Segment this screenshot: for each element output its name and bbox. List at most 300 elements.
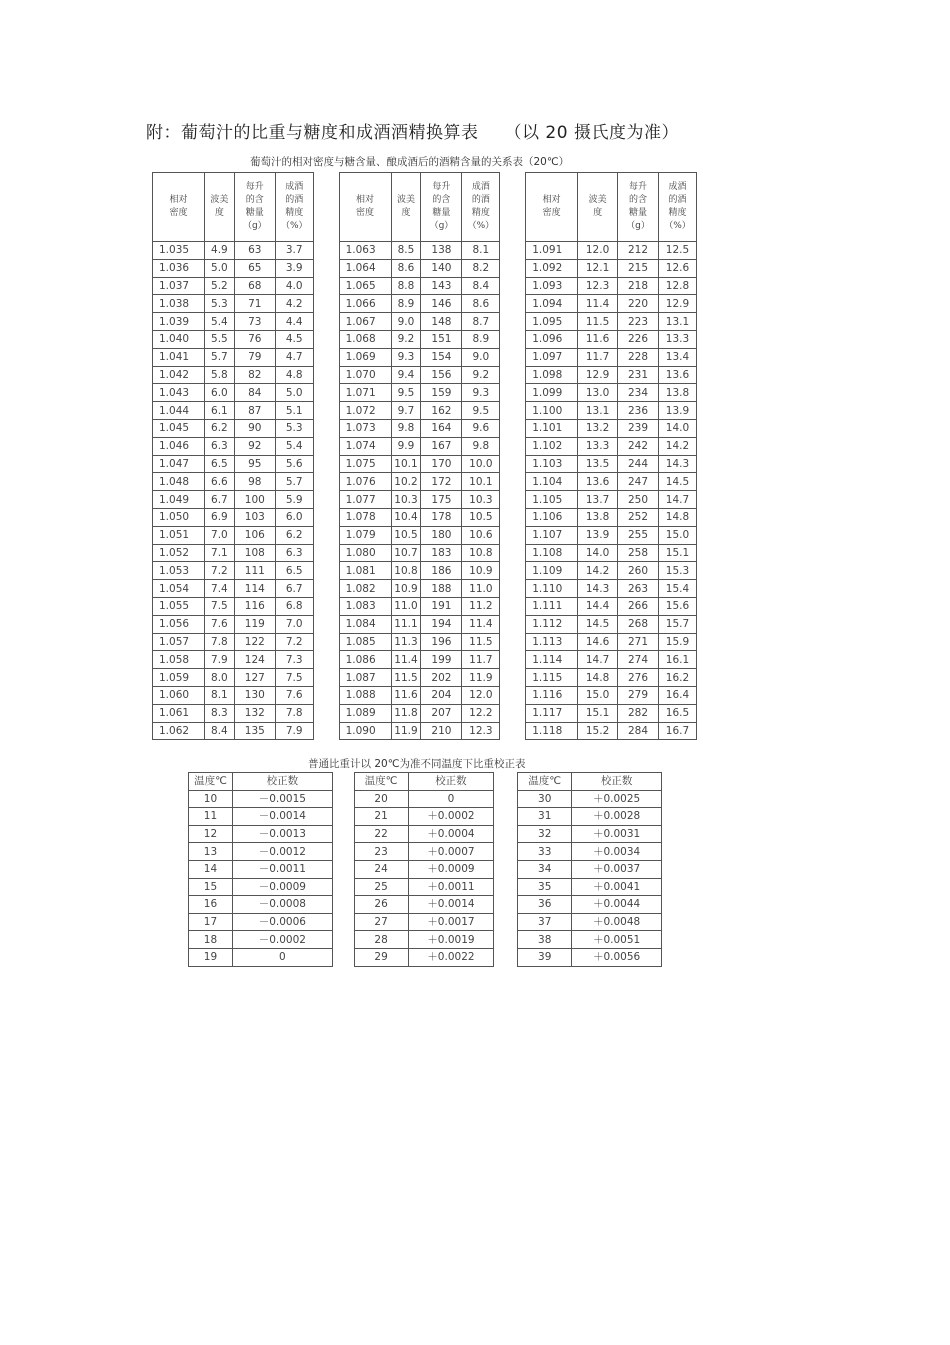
- table1-cell: 1.112: [526, 615, 578, 633]
- table1-gap: [313, 455, 339, 473]
- table1-cell: 8.9: [391, 295, 421, 313]
- table2-temp-cell: 16: [189, 896, 233, 914]
- table1-cell: 1.052: [153, 544, 205, 562]
- page-heading: [146, 118, 679, 143]
- table1-cell: 13.3: [658, 330, 696, 348]
- table1-cell: 13.6: [658, 366, 696, 384]
- table2-temp-cell: 28: [354, 931, 408, 949]
- table1-cell: 9.2: [391, 330, 421, 348]
- table1-cell: 11.5: [391, 669, 421, 687]
- table1-cell: 5.6: [275, 455, 313, 473]
- table1-cell: 7.0: [275, 615, 313, 633]
- table2-gap: [332, 860, 354, 878]
- table1-gap: [500, 615, 526, 633]
- table1-cell: 14.7: [578, 651, 618, 669]
- table2-gap: [332, 808, 354, 826]
- table1-cell: 1.041: [153, 348, 205, 366]
- table1-cell: 1.083: [339, 597, 391, 615]
- table2-header-temp: 温度℃: [354, 773, 408, 791]
- table1-cell: 8.8: [391, 277, 421, 295]
- table1-cell: 1.102: [526, 437, 578, 455]
- table1-header-cell: 每升 的含 糖量 （g）: [421, 173, 462, 242]
- table1-cell: 1.054: [153, 580, 205, 598]
- table1-cell: 1.077: [339, 491, 391, 509]
- table1-cell: 188: [421, 580, 462, 598]
- table1-cell: 7.5: [275, 669, 313, 687]
- table1-cell: 1.082: [339, 580, 391, 598]
- table1-cell: 8.3: [204, 704, 234, 722]
- table1-cell: 11.7: [578, 348, 618, 366]
- table1-gap: [500, 597, 526, 615]
- table1-gap: [500, 242, 526, 260]
- table1-cell: 1.088: [339, 686, 391, 704]
- table1-cell: 100: [234, 491, 275, 509]
- table1-cell: 76: [234, 330, 275, 348]
- table2-temp-cell: 24: [354, 860, 408, 878]
- table1-cell: 1.085: [339, 633, 391, 651]
- table1-cell: 13.3: [578, 437, 618, 455]
- table1-cell: 8.0: [204, 669, 234, 687]
- table1-cell: 15.2: [578, 722, 618, 740]
- sugar-alcohol-table: [152, 172, 697, 740]
- table1-cell: 11.5: [462, 633, 500, 651]
- table1-cell: 13.1: [578, 402, 618, 420]
- table1-gap: [313, 651, 339, 669]
- table1-gap: [500, 651, 526, 669]
- table1-gap: [313, 597, 339, 615]
- table1-gap: [313, 313, 339, 331]
- table1-cell: 73: [234, 313, 275, 331]
- table1-gap: [313, 526, 339, 544]
- table1-gap: [313, 491, 339, 509]
- table1-row: [153, 295, 697, 313]
- table2-temp-cell: 25: [354, 878, 408, 896]
- table1-cell: 1.109: [526, 562, 578, 580]
- table1-cell: 12.0: [578, 242, 618, 260]
- table1-cell: 1.072: [339, 402, 391, 420]
- table1-cell: 202: [421, 669, 462, 687]
- table1-cell: 12.3: [462, 722, 500, 740]
- table1-gap: [313, 669, 339, 687]
- table1-cell: 1.078: [339, 508, 391, 526]
- table2-gap: [494, 843, 518, 861]
- table1-gap: [500, 330, 526, 348]
- table1-gap: [500, 437, 526, 455]
- table2-correction-cell: ＋0.0014: [408, 896, 494, 914]
- table1-cell: 8.6: [391, 259, 421, 277]
- table1-cell: 1.061: [153, 704, 205, 722]
- table1-cell: 1.111: [526, 597, 578, 615]
- table1-cell: 210: [421, 722, 462, 740]
- table2-header-temp: 温度℃: [189, 773, 233, 791]
- table1-cell: 5.4: [275, 437, 313, 455]
- temperature-correction-table: [188, 772, 662, 967]
- table2-correction-cell: ＋0.0041: [572, 878, 662, 896]
- table1-cell: 1.067: [339, 313, 391, 331]
- table2-temp-cell: 29: [354, 948, 408, 966]
- table1-cell: 1.046: [153, 437, 205, 455]
- table1-cell: 13.0: [578, 384, 618, 402]
- table1-cell: 252: [618, 508, 659, 526]
- table1-cell: 1.117: [526, 704, 578, 722]
- table1-cell: 12.3: [578, 277, 618, 295]
- table2-correction-cell: －0.0012: [232, 843, 332, 861]
- table1-cell: 1.075: [339, 455, 391, 473]
- table1-cell: 10.2: [391, 473, 421, 491]
- table1-cell: 4.4: [275, 313, 313, 331]
- table1-cell: 1.038: [153, 295, 205, 313]
- table1-cell: 8.9: [462, 330, 500, 348]
- table1-cell: 15.0: [578, 686, 618, 704]
- table1-cell: 178: [421, 508, 462, 526]
- table1-gap: [313, 242, 339, 260]
- table2-gap: [494, 931, 518, 949]
- table1-cell: 11.9: [391, 722, 421, 740]
- table1-cell: 10.3: [391, 491, 421, 509]
- table1-cell: 127: [234, 669, 275, 687]
- table2-temp-cell: 20: [354, 790, 408, 808]
- table1-cell: 279: [618, 686, 659, 704]
- table1-gap: [500, 259, 526, 277]
- table1-cell: 1.051: [153, 526, 205, 544]
- heading-title: 附：葡萄汁的比重与糖度和成酒酒精换算表: [146, 123, 479, 143]
- table2-correction-cell: ＋0.0022: [408, 948, 494, 966]
- table1-cell: 10.7: [391, 544, 421, 562]
- table2-gap: [332, 878, 354, 896]
- table1-cell: 6.9: [204, 508, 234, 526]
- table2-header-row: [189, 773, 662, 791]
- table2-gap: [494, 878, 518, 896]
- table1-gap: [500, 419, 526, 437]
- table1-cell: 1.097: [526, 348, 578, 366]
- table2-temp-cell: 10: [189, 790, 233, 808]
- table1-row: [153, 722, 697, 740]
- table2-temp-cell: 14: [189, 860, 233, 878]
- table2-gap: [332, 948, 354, 966]
- table1-cell: 7.6: [204, 615, 234, 633]
- table2-temp-cell: 33: [518, 843, 572, 861]
- table2-temp-cell: 11: [189, 808, 233, 826]
- table1-cell: 1.079: [339, 526, 391, 544]
- table2-gap: [332, 825, 354, 843]
- table1-gap: [313, 686, 339, 704]
- table1-cell: 7.2: [275, 633, 313, 651]
- table1-cell: 14.3: [578, 580, 618, 598]
- table1-cell: 13.6: [578, 473, 618, 491]
- table1-row: [153, 633, 697, 651]
- table1-cell: 1.064: [339, 259, 391, 277]
- table1-cell: 103: [234, 508, 275, 526]
- table1-cell: 116: [234, 597, 275, 615]
- table1-gap: [313, 615, 339, 633]
- table1-gap: [313, 544, 339, 562]
- table1-cell: 15.0: [658, 526, 696, 544]
- table1-cell: 11.0: [462, 580, 500, 598]
- table1-cell: 16.7: [658, 722, 696, 740]
- table2-correction-cell: －0.0009: [232, 878, 332, 896]
- table2-temp-cell: 27: [354, 913, 408, 931]
- table2-gap: [494, 896, 518, 914]
- table1-cell: 258: [618, 544, 659, 562]
- table2-header-correction: 校正数: [408, 773, 494, 791]
- table2-gap: [494, 790, 518, 808]
- table2-temp-cell: 18: [189, 931, 233, 949]
- table1-row: [153, 508, 697, 526]
- table1-cell: 7.6: [275, 686, 313, 704]
- table1-cell: 14.7: [658, 491, 696, 509]
- table1-cell: 71: [234, 295, 275, 313]
- table2-correction-cell: ＋0.0009: [408, 860, 494, 878]
- table1-cell: 1.070: [339, 366, 391, 384]
- table1-cell: 234: [618, 384, 659, 402]
- table1-cell: 6.5: [204, 455, 234, 473]
- table1-caption: 葡萄汁的相对密度与糖含量、酿成酒后的酒精含量的关系表（20℃）: [250, 156, 570, 168]
- table1-row: [153, 259, 697, 277]
- table1-row: [153, 437, 697, 455]
- table1-cell: 15.1: [578, 704, 618, 722]
- table1-cell: 16.4: [658, 686, 696, 704]
- table2-row: [189, 860, 662, 878]
- table1-cell: 7.8: [204, 633, 234, 651]
- table1-cell: 1.103: [526, 455, 578, 473]
- table1-cell: 239: [618, 419, 659, 437]
- table1-cell: 92: [234, 437, 275, 455]
- table1-cell: 98: [234, 473, 275, 491]
- table1-cell: 9.6: [462, 419, 500, 437]
- table1-gap: [500, 313, 526, 331]
- table1-cell: 15.9: [658, 633, 696, 651]
- table1-cell: 1.094: [526, 295, 578, 313]
- table2-correction-cell: ＋0.0004: [408, 825, 494, 843]
- table1-cell: 11.4: [391, 651, 421, 669]
- table1-header-cell: 波美 度: [578, 173, 618, 242]
- table1-gap: [313, 277, 339, 295]
- table1-cell: 135: [234, 722, 275, 740]
- table1-cell: 1.035: [153, 242, 205, 260]
- table1-cell: 236: [618, 402, 659, 420]
- table2-gap: [332, 913, 354, 931]
- table1-gap: [500, 704, 526, 722]
- table1-cell: 16.5: [658, 704, 696, 722]
- table1-cell: 108: [234, 544, 275, 562]
- table1-row: [153, 473, 697, 491]
- table1-cell: 4.0: [275, 277, 313, 295]
- table2-correction-cell: ＋0.0048: [572, 913, 662, 931]
- table1-cell: 255: [618, 526, 659, 544]
- table1-cell: 12.8: [658, 277, 696, 295]
- table1-cell: 268: [618, 615, 659, 633]
- table1-cell: 11.4: [462, 615, 500, 633]
- table2-row: [189, 790, 662, 808]
- table1-cell: 10.5: [462, 508, 500, 526]
- table2-gap: [332, 896, 354, 914]
- table1-row: [153, 686, 697, 704]
- table2-correction-cell: ＋0.0031: [572, 825, 662, 843]
- table1-cell: 9.3: [391, 348, 421, 366]
- table1-header-cell: 相对 密度: [526, 173, 578, 242]
- table1-gap: [500, 295, 526, 313]
- table2-correction-cell: 0: [408, 790, 494, 808]
- table1-cell: 114: [234, 580, 275, 598]
- table1-cell: 1.118: [526, 722, 578, 740]
- table1-gap: [500, 384, 526, 402]
- table1-row: [153, 277, 697, 295]
- table1-cell: 13.7: [578, 491, 618, 509]
- table1-cell: 1.115: [526, 669, 578, 687]
- table1-header-cell: 波美 度: [391, 173, 421, 242]
- table1-cell: 14.8: [578, 669, 618, 687]
- table1-cell: 156: [421, 366, 462, 384]
- table1-gap: [500, 491, 526, 509]
- table1-cell: 9.2: [462, 366, 500, 384]
- table1-cell: 1.080: [339, 544, 391, 562]
- table2-gap: [332, 931, 354, 949]
- table1-cell: 10.9: [391, 580, 421, 598]
- table2-correction-cell: －0.0008: [232, 896, 332, 914]
- table1-cell: 8.1: [462, 242, 500, 260]
- table1-cell: 8.2: [462, 259, 500, 277]
- table1-cell: 1.107: [526, 526, 578, 544]
- table1-cell: 1.086: [339, 651, 391, 669]
- table1-gap: [313, 419, 339, 437]
- table2-correction-cell: ＋0.0037: [572, 860, 662, 878]
- table1-cell: 10.5: [391, 526, 421, 544]
- table1-cell: 13.8: [578, 508, 618, 526]
- table1-cell: 10.0: [462, 455, 500, 473]
- table1-cell: 14.6: [578, 633, 618, 651]
- table1-cell: 10.4: [391, 508, 421, 526]
- table1-cell: 6.7: [204, 491, 234, 509]
- table1-gap: [500, 277, 526, 295]
- table1-cell: 1.110: [526, 580, 578, 598]
- table1-cell: 1.036: [153, 259, 205, 277]
- table1-cell: 3.7: [275, 242, 313, 260]
- table1-cell: 16.2: [658, 669, 696, 687]
- table1-cell: 6.5: [275, 562, 313, 580]
- table1-cell: 7.9: [204, 651, 234, 669]
- table1-cell: 162: [421, 402, 462, 420]
- table1-cell: 159: [421, 384, 462, 402]
- table1-gap: [313, 508, 339, 526]
- table2-temp-cell: 21: [354, 808, 408, 826]
- table2-temp-cell: 17: [189, 913, 233, 931]
- table1-cell: 15.7: [658, 615, 696, 633]
- table1-cell: 1.053: [153, 562, 205, 580]
- table1-gap: [500, 366, 526, 384]
- table1-cell: 9.0: [391, 313, 421, 331]
- table1-cell: 14.8: [658, 508, 696, 526]
- table1-cell: 218: [618, 277, 659, 295]
- table1-cell: 276: [618, 669, 659, 687]
- table1-cell: 10.3: [462, 491, 500, 509]
- table1-cell: 14.4: [578, 597, 618, 615]
- table1-cell: 12.9: [658, 295, 696, 313]
- table1-row: [153, 366, 697, 384]
- table2-correction-cell: －0.0013: [232, 825, 332, 843]
- table1-cell: 12.1: [578, 259, 618, 277]
- table1-cell: 244: [618, 455, 659, 473]
- table1-cell: 82: [234, 366, 275, 384]
- table1-cell: 1.071: [339, 384, 391, 402]
- table1-cell: 8.4: [462, 277, 500, 295]
- table1-cell: 250: [618, 491, 659, 509]
- table1-cell: 1.042: [153, 366, 205, 384]
- table1-cell: 263: [618, 580, 659, 598]
- table1-row: [153, 330, 697, 348]
- table1-cell: 5.4: [204, 313, 234, 331]
- table2-correction-cell: ＋0.0028: [572, 808, 662, 826]
- table1-cell: 5.8: [204, 366, 234, 384]
- table1-cell: 284: [618, 722, 659, 740]
- table2-temp-cell: 34: [518, 860, 572, 878]
- table1-cell: 8.5: [391, 242, 421, 260]
- table1-gap: [500, 402, 526, 420]
- table2-temp-cell: 38: [518, 931, 572, 949]
- table1-cell: 119: [234, 615, 275, 633]
- table1-cell: 1.101: [526, 419, 578, 437]
- table1-cell: 10.9: [462, 562, 500, 580]
- table1-cell: 1.084: [339, 615, 391, 633]
- table1-cell: 228: [618, 348, 659, 366]
- table1-row: [153, 580, 697, 598]
- table2-temp-cell: 32: [518, 825, 572, 843]
- table2-correction-cell: ＋0.0034: [572, 843, 662, 861]
- table2-row: [189, 896, 662, 914]
- table1-row: [153, 704, 697, 722]
- table2-correction-cell: ＋0.0017: [408, 913, 494, 931]
- table1-cell: 5.1: [275, 402, 313, 420]
- table1-cell: 4.9: [204, 242, 234, 260]
- table1-header-cell: 成酒 的酒 精度 （%）: [275, 173, 313, 242]
- table1-header-cell: 相对 密度: [153, 173, 205, 242]
- table2-temp-cell: 22: [354, 825, 408, 843]
- table1-cell: 220: [618, 295, 659, 313]
- table1-cell: 1.050: [153, 508, 205, 526]
- table2-gap: [494, 808, 518, 826]
- table1-cell: 6.2: [275, 526, 313, 544]
- table1-cell: 6.0: [275, 508, 313, 526]
- table1-cell: 13.9: [578, 526, 618, 544]
- table1-cell: 247: [618, 473, 659, 491]
- table1-cell: 1.108: [526, 544, 578, 562]
- table1-cell: 10.8: [391, 562, 421, 580]
- table1-cell: 5.0: [204, 259, 234, 277]
- table1-cell: 4.5: [275, 330, 313, 348]
- table1-cell: 15.3: [658, 562, 696, 580]
- table2-correction-cell: ＋0.0051: [572, 931, 662, 949]
- table1-cell: 12.9: [578, 366, 618, 384]
- table1-row: [153, 651, 697, 669]
- table1-cell: 172: [421, 473, 462, 491]
- table1-gap: [313, 384, 339, 402]
- table1-cell: 1.063: [339, 242, 391, 260]
- table1-cell: 9.3: [462, 384, 500, 402]
- table1-cell: 231: [618, 366, 659, 384]
- table2-gap: [332, 790, 354, 808]
- table1-cell: 63: [234, 242, 275, 260]
- table1-cell: 7.3: [275, 651, 313, 669]
- table1-cell: 11.0: [391, 597, 421, 615]
- table1-cell: 1.098: [526, 366, 578, 384]
- table1-cell: 1.057: [153, 633, 205, 651]
- table1-cell: 11.3: [391, 633, 421, 651]
- table1-header-cell: 每升 的含 糖量 （g）: [234, 173, 275, 242]
- heading-note: （以 20 摄氏度为准）: [504, 123, 679, 143]
- table1-cell: 1.106: [526, 508, 578, 526]
- table1-cell: 260: [618, 562, 659, 580]
- table1-cell: 183: [421, 544, 462, 562]
- table2-gap: [494, 773, 518, 791]
